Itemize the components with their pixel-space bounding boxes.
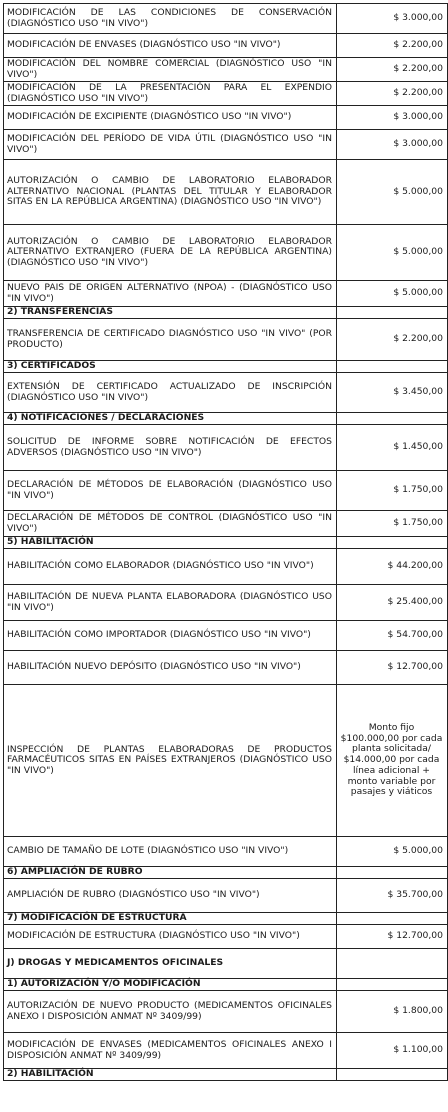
fee-row: [4, 160, 448, 225]
section-title: 6) AMPLIACIÓN DE RUBRO: [4, 867, 337, 879]
fee-description: AMPLIACIÓN DE RUBRO (DIAGNÓSTICO USO "IN VIVO"): [4, 879, 337, 913]
fee-description: AUTORIZACIÓN DE NUEVO PRODUCTO (MEDICAMENTOS OFICINALES ANEXO I DISPOSICIÓN ANMAT Nº 3409/99): [4, 991, 337, 1033]
fee-description: DECLARACIÓN DE MÉTODOS DE CONTROL (DIAGNÓSTICO USO "IN VIVO"): [4, 511, 337, 537]
chapter-heading-row: [4, 949, 448, 979]
fee-amount: [337, 979, 448, 991]
section-title: 1) AUTORIZACIÓN Y/O MODIFICACIÓN: [4, 979, 337, 991]
fee-description: CAMBIO DE TAMAÑO DE LOTE (DIAGNÓSTICO USO "IN VIVO"): [4, 837, 337, 867]
fee-description: MODIFICACIÓN DE ENVASES (DIAGNÓSTICO USO "IN VIVO"): [4, 34, 337, 58]
section-heading-row: [4, 913, 448, 925]
fee-amount: $ 12.700,00: [337, 925, 448, 949]
fee-amount: [337, 537, 448, 549]
fee-description: MODIFICACIÓN DE ENVASES (MEDICAMENTOS OFICINALES ANEXO I DISPOSICIÓN ANMAT Nº 3409/99): [4, 1033, 337, 1069]
fee-row: [4, 511, 448, 537]
section-heading-row: [4, 1069, 448, 1081]
section-title: 2) HABILITACIÓN: [4, 1069, 337, 1081]
fee-amount: [337, 413, 448, 425]
fee-row: [4, 106, 448, 130]
section-heading-row: [4, 307, 448, 319]
fee-table: [3, 3, 448, 1081]
section-heading-row: [4, 537, 448, 549]
fee-amount: [337, 913, 448, 925]
section-title: 4) NOTIFICACIONES / DECLARACIONES: [4, 413, 337, 425]
fee-amount: $ 5.000,00: [337, 225, 448, 281]
fee-amount: [337, 361, 448, 373]
fee-row: [4, 4, 448, 34]
fee-amount: $ 44.200,00: [337, 549, 448, 585]
fee-row: [4, 837, 448, 867]
fee-description: EXTENSIÓN DE CERTIFICADO ACTUALIZADO DE INSCRIPCIÓN (DIAGNÓSTICO USO "IN VIVO"): [4, 373, 337, 413]
fee-description: HABILITACIÓN NUEVO DEPÓSITO (DIAGNÓSTICO USO "IN VIVO"): [4, 651, 337, 685]
fee-amount: $ 54.700,00: [337, 621, 448, 651]
fee-description: MODIFICACIÓN DE LA PRESENTACIÓN PARA EL EXPENDIO (DIAGNÓSTICO USO "IN VIVO"): [4, 82, 337, 106]
fee-description: INSPECCIÓN DE PLANTAS ELABORADORAS DE PRODUCTOS FARMACÉUTICOS SITAS EN PAÍSES EXTRANJEROS (DIAGNÓSTICO USO "IN VIVO"): [4, 685, 337, 837]
fee-amount: [337, 1069, 448, 1081]
fee-amount: $ 1.100,00: [337, 1033, 448, 1069]
fee-row: [4, 925, 448, 949]
fee-amount: Monto fijo $100.000,00 por cada planta solicitada/ $14.000,00 por cada línea adicional + monto variable por pasajes y viáticos: [337, 685, 448, 837]
fee-row: [4, 651, 448, 685]
fee-amount: $ 25.400,00: [337, 585, 448, 621]
fee-amount: $ 3.000,00: [337, 130, 448, 160]
fee-row: [4, 130, 448, 160]
fee-description: HABILITACIÓN COMO IMPORTADOR (DIAGNÓSTICO USO "IN VIVO"): [4, 621, 337, 651]
fee-row: [4, 58, 448, 82]
fee-row: [4, 549, 448, 585]
fee-amount: $ 35.700,00: [337, 879, 448, 913]
fee-row: [4, 82, 448, 106]
section-title: J) DROGAS Y MEDICAMENTOS OFICINALES: [4, 949, 337, 979]
fee-amount: $ 5.000,00: [337, 281, 448, 307]
fee-row: [4, 281, 448, 307]
fee-amount: $ 2.200,00: [337, 34, 448, 58]
fee-amount: $ 3.450,00: [337, 373, 448, 413]
fee-description: NUEVO PAIS DE ORIGEN ALTERNATIVO (NPOA) - (DIAGNÓSTICO USO "IN VIVO"): [4, 281, 337, 307]
fee-description: MODIFICACIÓN DEL NOMBRE COMERCIAL (DIAGNÓSTICO USO "IN VIVO"): [4, 58, 337, 82]
fee-row: [4, 34, 448, 58]
fee-amount: $ 2.200,00: [337, 82, 448, 106]
section-heading-row: [4, 979, 448, 991]
fee-row: [4, 685, 448, 837]
fee-description: HABILITACIÓN COMO ELABORADOR (DIAGNÓSTICO USO "IN VIVO"): [4, 549, 337, 585]
fee-description: DECLARACIÓN DE MÉTODOS DE ELABORACIÓN (DIAGNÓSTICO USO "IN VIVO"): [4, 471, 337, 511]
fee-row: [4, 471, 448, 511]
fee-row: [4, 1033, 448, 1069]
fee-description: HABILITACIÓN DE NUEVA PLANTA ELABORADORA (DIAGNÓSTICO USO "IN VIVO"): [4, 585, 337, 621]
section-heading-row: [4, 361, 448, 373]
section-heading-row: [4, 413, 448, 425]
fee-row: [4, 225, 448, 281]
fee-amount: $ 2.200,00: [337, 58, 448, 82]
section-title: 2) TRANSFERENCIAS: [4, 307, 337, 319]
fee-amount: $ 2.200,00: [337, 319, 448, 361]
fee-table-body: [4, 4, 448, 1081]
fee-row: [4, 879, 448, 913]
fee-description: TRANSFERENCIA DE CERTIFICADO DIAGNÓSTICO USO "IN VIVO" (POR PRODUCTO): [4, 319, 337, 361]
fee-amount: $ 3.000,00: [337, 4, 448, 34]
section-title: 3) CERTIFICADOS: [4, 361, 337, 373]
fee-amount: $ 3.000,00: [337, 106, 448, 130]
section-title: 5) HABILITACIÓN: [4, 537, 337, 549]
fee-amount: [337, 949, 448, 979]
fee-amount: $ 1.750,00: [337, 511, 448, 537]
fee-row: [4, 991, 448, 1033]
fee-description: MODIFICACIÓN DE LAS CONDICIONES DE CONSERVACIÓN (DIAGNÓSTICO USO "IN VIVO"): [4, 4, 337, 34]
fee-description: MODIFICACIÓN DE EXCIPIENTE (DIAGNÓSTICO USO "IN VIVO"): [4, 106, 337, 130]
section-title: 7) MODIFICACIÓN DE ESTRUCTURA: [4, 913, 337, 925]
fee-amount: $ 5.000,00: [337, 160, 448, 225]
fee-amount: $ 12.700,00: [337, 651, 448, 685]
fee-row: [4, 319, 448, 361]
fee-amount: $ 1.750,00: [337, 471, 448, 511]
fee-description: AUTORIZACIÓN O CAMBIO DE LABORATORIO ELABORADOR ALTERNATIVO NACIONAL (PLANTAS DEL TITULAR Y ELABORADOR SITAS EN LA REPÚBLICA ARGENTINA) (DIAGNÓSTICO USO "IN VIVO"): [4, 160, 337, 225]
fee-row: [4, 621, 448, 651]
fee-row: [4, 373, 448, 413]
fee-description: MODIFICACIÓN DE ESTRUCTURA (DIAGNÓSTICO USO "IN VIVO"): [4, 925, 337, 949]
fee-row: [4, 585, 448, 621]
section-heading-row: [4, 867, 448, 879]
fee-amount: $ 1.450,00: [337, 425, 448, 471]
fee-description: SOLICITUD DE INFORME SOBRE NOTIFICACIÓN DE EFECTOS ADVERSOS (DIAGNÓSTICO USO "IN VIVO"): [4, 425, 337, 471]
fee-amount: $ 5.000,00: [337, 837, 448, 867]
fee-description: AUTORIZACIÓN O CAMBIO DE LABORATORIO ELABORADOR ALTERNATIVO EXTRANJERO (FUERA DE LA REPÚBLICA ARGENTINA) (DIAGNÓSTICO USO "IN VIVO"): [4, 225, 337, 281]
fee-row: [4, 425, 448, 471]
fee-amount: [337, 307, 448, 319]
fee-amount: [337, 867, 448, 879]
fee-amount: $ 1.800,00: [337, 991, 448, 1033]
fee-description: MODIFICACIÓN DEL PERÍODO DE VIDA ÚTIL (DIAGNÓSTICO USO "IN VIVO"): [4, 130, 337, 160]
